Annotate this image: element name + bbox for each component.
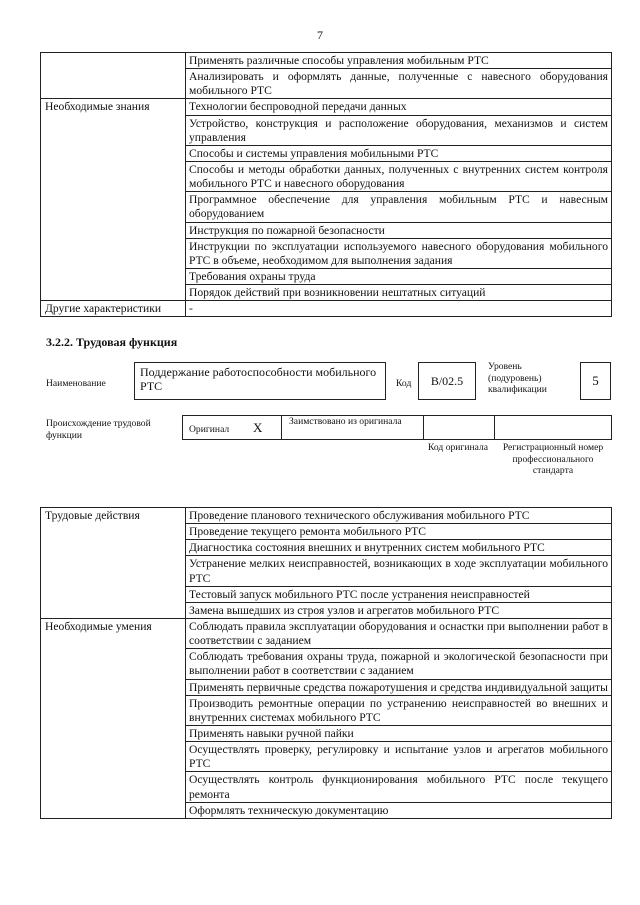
reg-number-label: Регистрационный номер профессионального стандарта xyxy=(502,442,604,476)
row-item: Соблюдать требования охраны труда, пожарной и экологической безопасности при выполнении работ в соответствии с заданием xyxy=(186,649,612,679)
row-item: Проведение планового технического обслуживания мобильного РТС xyxy=(186,508,612,524)
row-item: Программное обеспечение для управления мобильным РТС и навесным оборудованием xyxy=(186,192,612,222)
level-label: Уровень (подуровень) квалификации xyxy=(488,361,547,395)
row-item: Проведение текущего ремонта мобильного РТС xyxy=(186,524,612,540)
row-item: Инструкция по пожарной безопасности xyxy=(186,222,612,238)
function-name-box xyxy=(134,362,386,400)
origin-divider-3 xyxy=(494,416,495,439)
row-item: Тестовый запуск мобильного РТС после устранения неисправностей xyxy=(186,586,612,602)
row-item: Производить ремонтные операции по устранению неисправностей во внешних и внутренних системах мобильного РТС xyxy=(186,695,612,725)
row-item: Осуществлять контроль функционирования мобильного РТС после текущего ремонта xyxy=(186,772,612,802)
original-label: Оригинал xyxy=(189,424,230,435)
row-label: Необходимые умения xyxy=(41,618,186,818)
section-title: 3.2.2. Трудовая функция xyxy=(46,335,178,349)
borrowed-label: Заимствовано из оригинала xyxy=(289,416,402,427)
name-label: Наименование xyxy=(46,378,106,389)
origin-divider-1 xyxy=(281,416,282,439)
page-number: 7 xyxy=(317,28,323,42)
origin-row xyxy=(182,415,612,440)
level-value: 5 xyxy=(592,373,599,388)
original-mark: Х xyxy=(253,420,263,435)
origin-divider-2 xyxy=(423,416,424,439)
knowledge-table xyxy=(40,52,612,317)
row-item: Осуществлять проверку, регулировку и испытание узлов и агрегатов мобильного РТС xyxy=(186,742,612,772)
row-item: Анализировать и оформлять данные, полученные с навесного оборудования мобильного РТС xyxy=(186,69,612,99)
code-box xyxy=(418,362,476,400)
table-row xyxy=(41,53,612,69)
row-item: Технологии беспроводной передачи данных xyxy=(186,99,612,115)
level-box xyxy=(580,362,611,400)
row-item: Применять навыки ручной пайки xyxy=(186,725,612,741)
row-item: Применять различные способы управления мобильным РТС xyxy=(186,53,612,69)
row-item: Применять первичные средства пожаротушения и средства индивидуальной защиты xyxy=(186,679,612,695)
row-label: Другие характеристики xyxy=(41,301,186,317)
row-item: Требования охраны труда xyxy=(186,268,612,284)
row-item: Диагностика состояния внешних и внутренних систем мобильного РТС xyxy=(186,540,612,556)
row-item: Способы и методы обработки данных, полученных с внутренних систем контроля мобильного РТС и навесного оборудования xyxy=(186,161,612,191)
table-row xyxy=(41,99,612,115)
row-item: Устройство, конструкция и расположение оборудования, механизмов и систем управления xyxy=(186,115,612,145)
row-item: Замена вышедших из строя узлов и агрегатов мобильного РТС xyxy=(186,602,612,618)
row-label: Необходимые знания xyxy=(41,99,186,301)
table-row xyxy=(41,618,612,648)
function-name-value: Поддержание работоспособности мобильного РТС xyxy=(140,365,377,394)
row-item: Устранение мелких неисправностей, возникающих в ходе эксплуатации мобильного РТС xyxy=(186,556,612,586)
origin-label: Происхождение трудовой функции xyxy=(46,418,151,441)
code-value: В/02.5 xyxy=(430,374,464,388)
row-item: Порядок действий при возникновении нештатных ситуаций xyxy=(186,285,612,301)
code-label: Код xyxy=(396,378,412,389)
table-row xyxy=(41,301,612,317)
table-row xyxy=(41,508,612,524)
row-item: Инструкции по эксплуатации используемого навесного оборудования мобильного РТС в объеме, необходимом для выполнения задания xyxy=(186,238,612,268)
row-item: Оформлять техническую документацию xyxy=(186,802,612,818)
row-label: Трудовые действия xyxy=(41,508,186,619)
row-item: Способы и системы управления мобильными РТС xyxy=(186,145,612,161)
actions-skills-table xyxy=(40,507,612,819)
code-original-label: Код оригинала xyxy=(427,442,489,453)
row-item: Соблюдать правила эксплуатации оборудования и оснастки при выполнении работ в соответствии с заданием xyxy=(186,618,612,648)
row-item: - xyxy=(186,301,612,317)
row-label xyxy=(41,53,186,99)
